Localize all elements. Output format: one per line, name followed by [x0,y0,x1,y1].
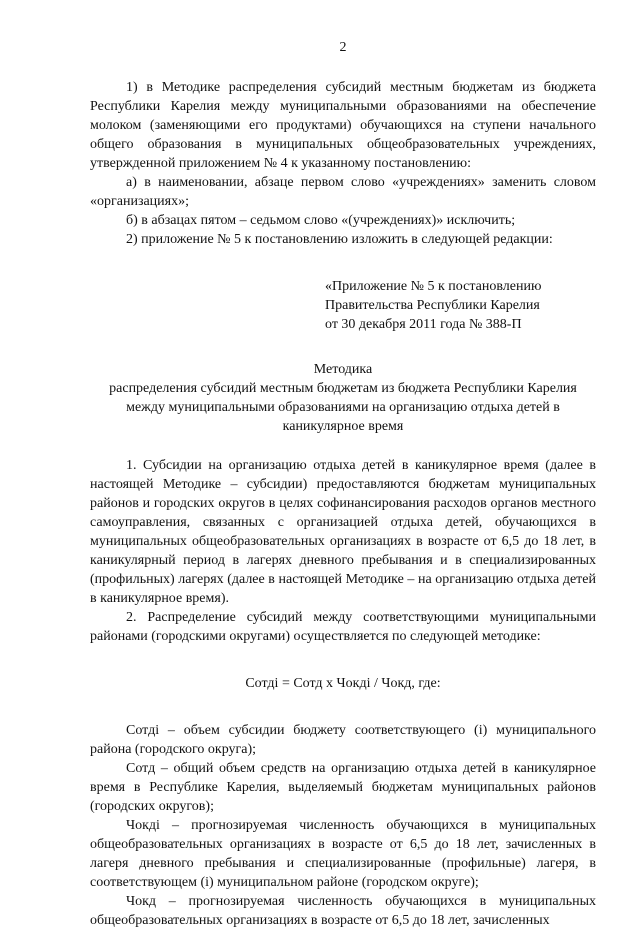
definition-chokd-i: Чокдi – прогнозируемая численность обучающихся в муниципальных общеобразовательных организациях в возрасте от 6,5 до 18 лет, зачисленных в лагеря дневного пребывания и специализированные (профильные) лагеря, в соответствующем (i) муниципальном районе (городском округе); [90,818,596,890]
definition-sotd: Сотд – общий объем средств на организацию отдыха детей в каникулярное время в Республике Карелия, выделяемый бюджетам муниципальных районов (городских округов); [90,761,596,814]
document-subtitle: распределения субсидий местным бюджетам из бюджета Республики Карелия между муниципальными образованиями на организацию отдыха детей в каникулярное время [109,381,577,434]
paragraph-amendment-1: 1) в Методике распределения субсидий местным бюджетам из бюджета Республики Карелия между муниципальными образованиями на обеспечение молоком (заменяющими его продуктами) обучающихся на ступени начального общего образования в муниципальных общеобразовательных учреждениях, утвержденной приложением № 4 к указанному постановлению: [90,80,596,171]
appendix-reference [325,277,596,334]
paragraph-amendment-1a: а) в наименовании, абзаце первом слово «учреждениях» заменить словом «организациях»; [90,175,596,209]
definition-sotd-i: Сотдi – объем субсидии бюджету соответствующего (i) муниципального района (городского округа); [90,723,596,757]
document-page [90,38,596,930]
paragraph-clause-2: 2. Распределение субсидий между соответствующими муниципальными районами (городскими округами) осуществляется по следующей методике: [90,610,596,644]
definition-chokd: Чокд – прогнозируемая численность обучающихся в муниципальных общеобразовательных организациях в возрасте от 6,5 до 18 лет, зачисленных [90,894,596,928]
paragraph-amendment-1b: б) в абзацах пятом – седьмом слово «(учреждениях)» исключить; [126,213,516,228]
appendix-line-1: «Приложение № 5 к постановлению [325,279,542,294]
appendix-line-2: Правительства Республики Карелия [325,298,540,313]
paragraph-clause-1: 1. Субсидии на организацию отдыха детей в каникулярное время (далее в настоящей Методике – субсидии) предоставляются бюджетам муниципальных районов и городских округов в целях софинансирования расходов органов местного самоуправления, связанных с организацией отдыха детей, обучающихся в муниципальных общеобразовательных организациях в возрасте от 6,5 до 18 лет, в каникулярный период в лагерях дневного пребывания и в специализированных (профильных) лагерях (далее в настоящей Методике – на организацию отдыха детей в каникулярное время). [90,458,596,606]
paragraph-amendment-2: 2) приложение № 5 к постановлению изложить в следующей редакции: [126,232,553,247]
document-title: Методика [313,362,373,377]
distribution-formula: Сотдi = Сотд х Чокдi / Чокд, где: [245,676,441,691]
page-number: 2 [339,40,347,55]
appendix-line-3: от 30 декабря 2011 года № 388-П [325,317,522,332]
